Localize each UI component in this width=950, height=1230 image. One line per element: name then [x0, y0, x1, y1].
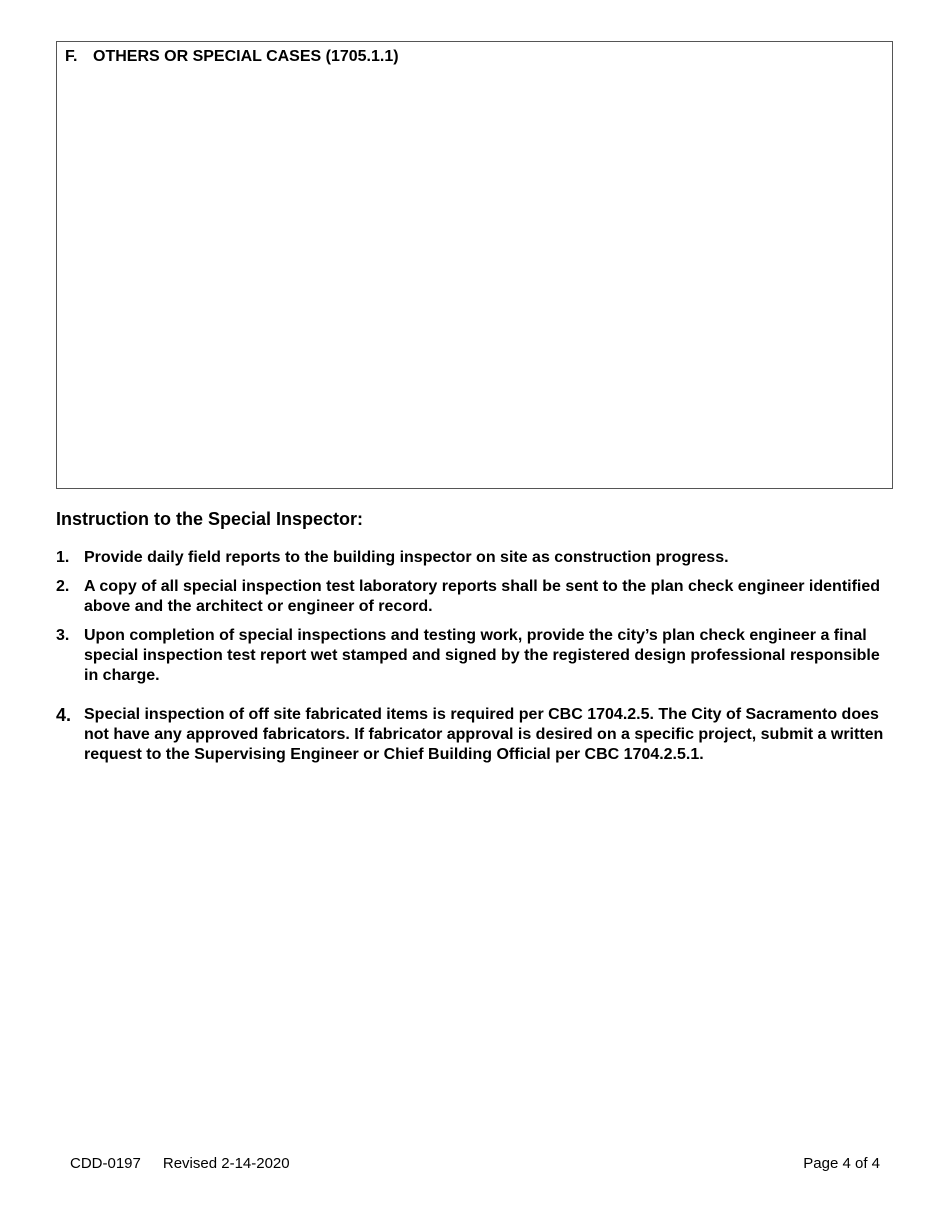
form-code: CDD-0197	[70, 1155, 141, 1172]
section-f-heading	[65, 48, 399, 66]
instruction-number: 1.	[56, 549, 70, 566]
page-number: Page 4 of 4	[803, 1155, 880, 1172]
section-f-title: OTHERS OR SPECIAL CASES (1705.1.1)	[93, 48, 399, 65]
instruction-item-3	[56, 626, 896, 686]
revised-date: Revised 2-14-2020	[162, 1155, 290, 1172]
instruction-text: Special inspection of off site fabricated items is required per CBC 1704.2.5. The City of Sacramento does not have any approved fabricators. If fabricator approval is desired on a specific project, submit a written request to the Supervising Engineer or Chief Building Official per CBC 1704.2.5.1.	[84, 706, 884, 763]
section-f-letter: F.	[65, 48, 78, 65]
instruction-number: 3.	[56, 627, 70, 644]
instruction-text: A copy of all special inspection test laboratory reports shall be sent to the plan check engineer identified above and the architect or engineer of record.	[84, 578, 881, 615]
instruction-text: Upon completion of special inspections and testing work, provide the city’s plan check engineer a final special inspection test report wet stamped and signed by the registered design professional responsible in charge.	[84, 627, 880, 684]
instruction-item-4	[56, 705, 896, 765]
footer-form-info	[70, 1155, 290, 1172]
instruction-item-2	[56, 577, 896, 617]
instruction-text: Provide daily field reports to the building inspector on site as construction progress.	[84, 549, 729, 566]
instruction-item-1	[56, 548, 896, 568]
instruction-number: 4.	[56, 705, 72, 725]
section-f-box	[56, 41, 893, 489]
instructions-title: Instruction to the Special Inspector:	[56, 509, 364, 529]
instruction-number: 2.	[56, 578, 70, 595]
instructions-list	[56, 548, 896, 774]
